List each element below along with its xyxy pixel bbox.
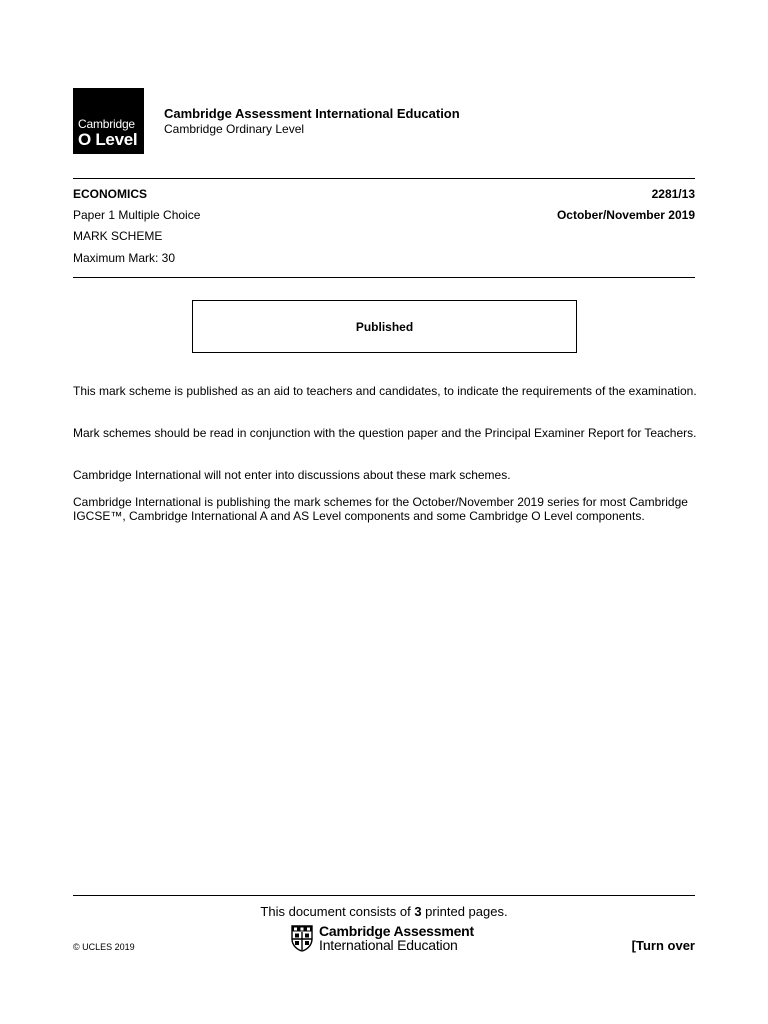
paper-name: Paper 1 Multiple Choice: [73, 208, 201, 222]
cambridge-assessment-logo: [291, 924, 491, 954]
exam-session: October/November 2019: [556, 208, 695, 222]
info-bottom-rule: [73, 277, 695, 278]
footer-rule: [73, 895, 695, 896]
crest-icon: [291, 925, 313, 952]
top-rule: [73, 178, 695, 179]
sub-organisation-name: Cambridge Ordinary Level: [164, 122, 305, 136]
logo-small-text: Cambridge: [78, 117, 135, 131]
turn-over-label: [Turn over: [631, 938, 695, 953]
published-label: Published: [355, 319, 414, 334]
cambridge-o-level-logo: [73, 88, 144, 154]
page-count-number: 3: [414, 904, 422, 919]
intro-paragraph-3: Cambridge International will not enter into discussions about these mark schemes.: [73, 468, 511, 482]
page-count-note: [0, 904, 768, 919]
logo-line-international: International Education: [319, 937, 458, 953]
logo-line-assessment: Cambridge Assessment: [319, 923, 474, 939]
intro-paragraph-4: Cambridge International is publishing the mark schemes for the October/November 2019 series for most Cambridge IGCSE™, Cambridge International A and AS Level components and some Cambridge O Level components.: [73, 495, 688, 523]
intro-paragraph-1: This mark scheme is published as an aid to teachers and candidates, to indicate the requirements of the examination.: [73, 384, 697, 398]
page-count-prefix: This document consists of: [260, 904, 415, 919]
paper-code: 2281/13: [651, 187, 695, 201]
maximum-mark: Maximum Mark: 30: [73, 251, 176, 265]
organisation-name: Cambridge Assessment International Education: [164, 106, 460, 121]
published-status-box: [192, 300, 577, 353]
logo-large-text: O Level: [78, 130, 138, 149]
copyright-notice: © UCLES 2019: [73, 942, 135, 952]
subject-title: ECONOMICS: [73, 187, 148, 201]
page-count-suffix: printed pages.: [421, 904, 508, 919]
document-type: MARK SCHEME: [73, 229, 163, 243]
intro-paragraph-2: Mark schemes should be read in conjunction with the question paper and the Principal Examiner Report for Teachers.: [73, 426, 697, 440]
